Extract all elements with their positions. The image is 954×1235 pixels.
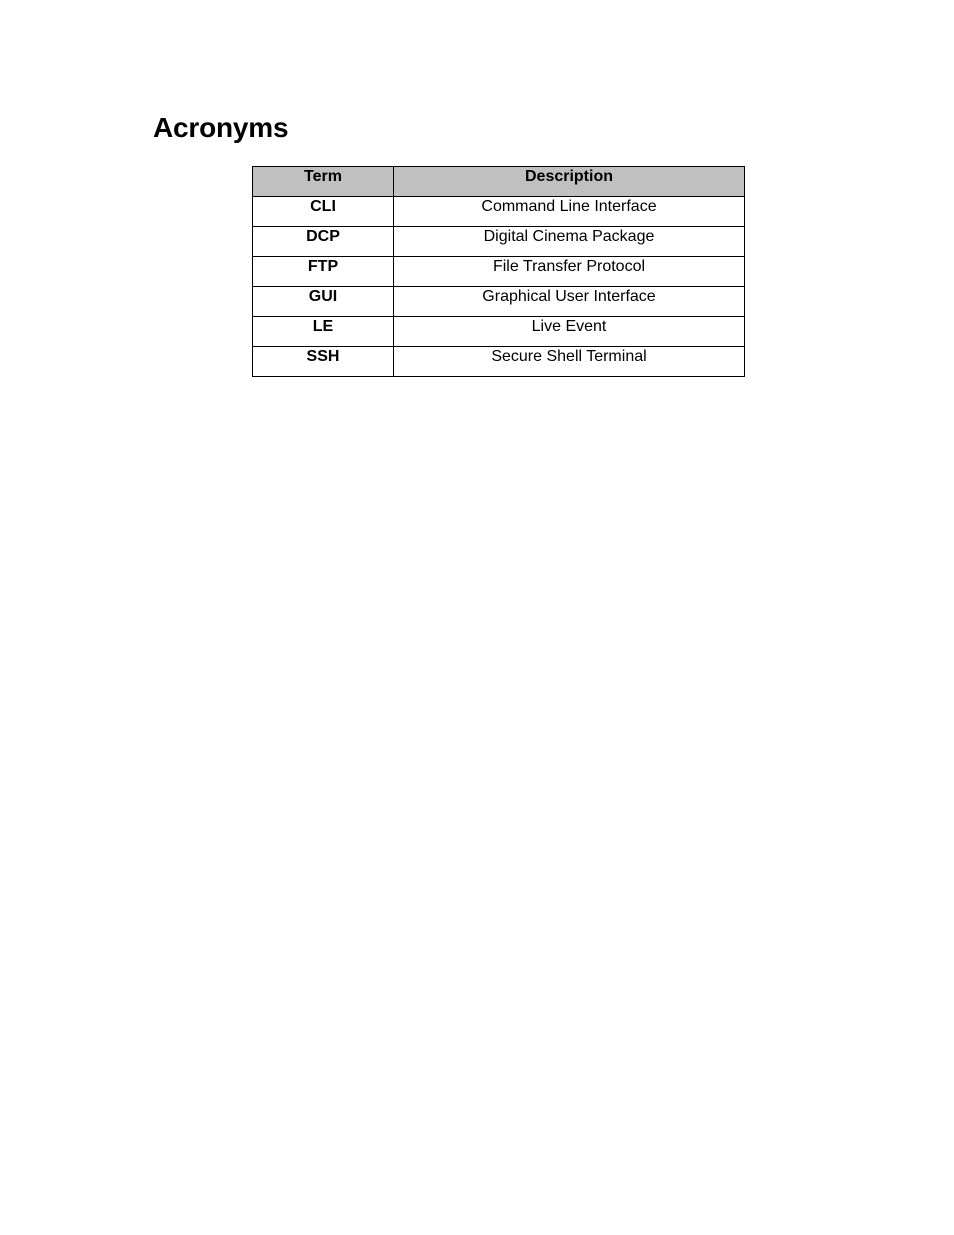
page-title: Acronyms: [153, 112, 289, 143]
table-row: [253, 257, 745, 287]
column-header-term: Term: [253, 167, 394, 197]
description-cell: Graphical User Interface: [394, 287, 745, 317]
description-cell: Live Event: [394, 317, 745, 347]
description-cell: Digital Cinema Package: [394, 227, 745, 257]
description-cell: Command Line Interface: [394, 197, 745, 227]
table-row: [253, 197, 745, 227]
table-row: [253, 347, 745, 377]
table-row: [253, 227, 745, 257]
term-cell: CLI: [253, 197, 394, 227]
table-row: [253, 287, 745, 317]
column-header-description: Description: [394, 167, 745, 197]
description-cell: File Transfer Protocol: [394, 257, 745, 287]
term-cell: SSH: [253, 347, 394, 377]
table-header-row: [253, 167, 745, 197]
acronyms-table: [252, 166, 745, 377]
description-cell: Secure Shell Terminal: [394, 347, 745, 377]
table-row: [253, 317, 745, 347]
term-cell: GUI: [253, 287, 394, 317]
term-cell: DCP: [253, 227, 394, 257]
term-cell: FTP: [253, 257, 394, 287]
term-cell: LE: [253, 317, 394, 347]
